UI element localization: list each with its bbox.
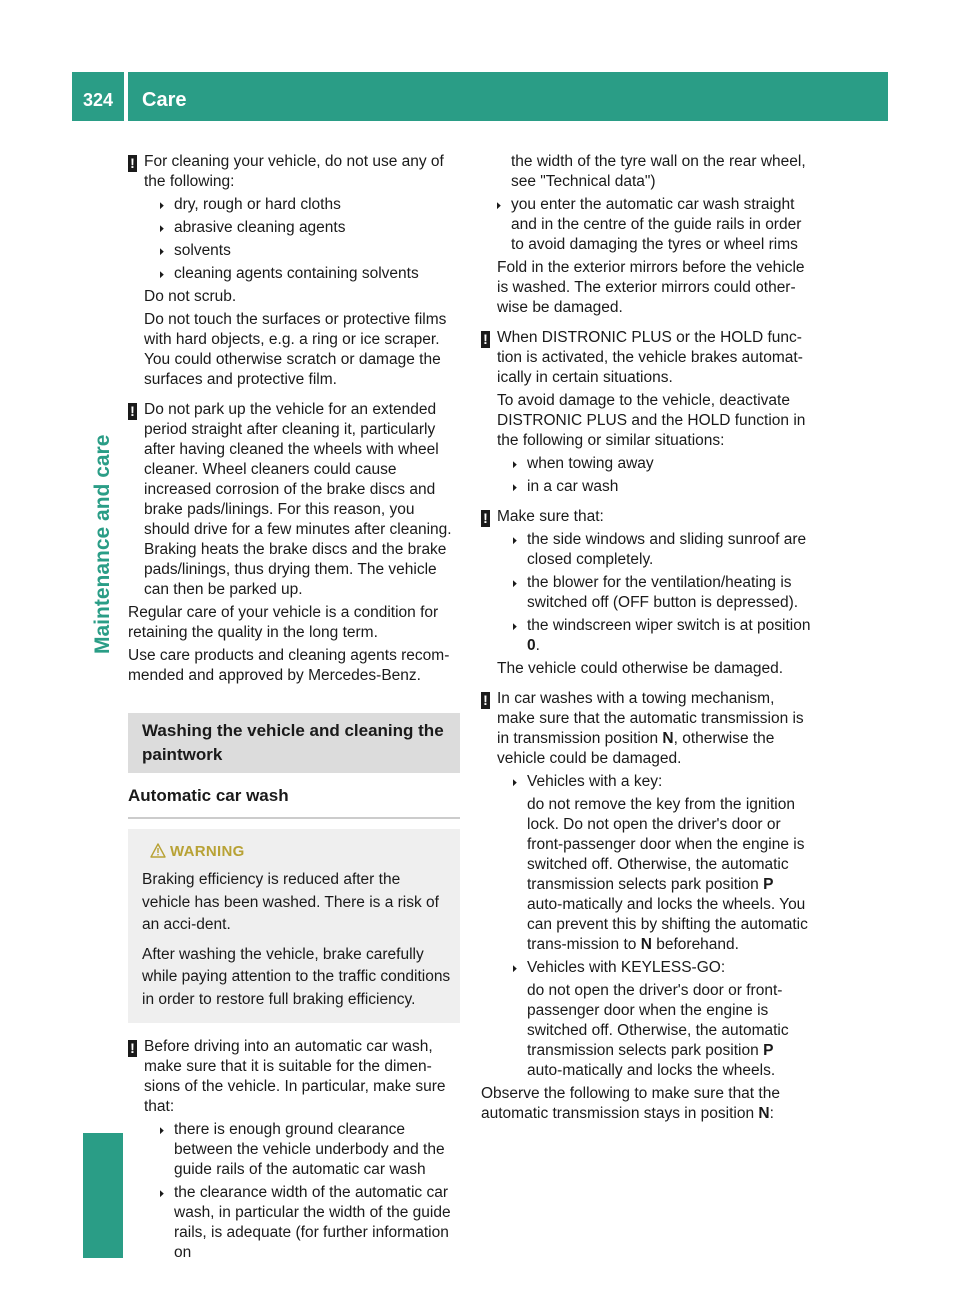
list-item-text: the windscreen wiper switch is at position	[527, 617, 811, 634]
header-divider	[124, 72, 128, 121]
warning-text: After washing the vehicle, brake carefully while paying attention to the traffic conditions in order to restore full braking efficiency.	[142, 945, 451, 1008]
caution-icon: !	[481, 692, 490, 709]
note-text: , otherwise the vehicle could be damaged.	[497, 730, 775, 767]
list-item-text: .	[535, 637, 540, 654]
note-text: In car washes with a towing mechanism, make sure that the automatic transmission is in transmission position	[497, 690, 804, 747]
note-cleaning	[128, 152, 460, 390]
warning-text: Braking efficiency is reduced after the vehicle has been washed. There is a risk of an acci-dent.	[142, 871, 439, 933]
warning-title-row	[142, 841, 452, 862]
page-header	[72, 72, 888, 121]
list-item: ▶ Vehicles with KEYLESS-GO:	[513, 958, 813, 978]
list-detail-text: auto-matically and locks the wheels.	[527, 1062, 776, 1079]
position-value: P	[763, 876, 774, 893]
list-item: ▶ solvents	[160, 241, 460, 261]
list-item: ▶ the side windows and sliding sunroof are closed completely.	[513, 530, 813, 570]
body-paragraph: Fold in the exterior mirrors before the vehicle is washed. The exterior mirrors could other-wise be damaged.	[497, 259, 805, 316]
warning-title: WARNING	[170, 843, 245, 860]
list-item: ▶ there is enough ground clearance between the vehicle underbody and the guide rails of the automatic car wash	[160, 1120, 460, 1180]
body-paragraph	[481, 1084, 813, 1124]
warning-box	[128, 829, 460, 1023]
note-text: Do not touch the surfaces or protective films with hard objects, e.g. a ring or ice scraper. You could otherwise scratch or damage the surfaces and protective film.	[144, 311, 447, 388]
note-make-sure	[481, 507, 813, 679]
caution-icon: !	[128, 1040, 137, 1057]
list-detail-text: beforehand.	[656, 936, 739, 953]
list-item: ▶ you enter the automatic car wash straight and in the centre of the guide rails in order to avoid damaging the tyres or wheel rims	[497, 195, 813, 255]
section-heading: Washing the vehicle and cleaning the paintwork	[128, 713, 460, 773]
note-towing-mechanism	[481, 689, 813, 1081]
continued-text: the width of the tyre wall on the rear wheel, see "Technical data")	[511, 153, 806, 190]
list-item: ▶ cleaning agents containing solvents	[160, 264, 460, 284]
left-column	[128, 152, 460, 1263]
note-text: For cleaning your vehicle, do not use any of the following:	[144, 153, 444, 190]
caution-icon: !	[481, 510, 490, 527]
body-paragraph: Use care products and cleaning agents recom-mended and approved by Mercedes-Benz.	[128, 647, 450, 684]
note-text: Do not scrub.	[144, 288, 237, 305]
subsection-heading: Automatic car wash	[128, 785, 460, 819]
list-item: ▶ the blower for the ventilation/heating is switched off (OFF button is depressed).	[513, 573, 813, 613]
caution-icon: !	[481, 331, 490, 348]
list-item: ▶ dry, rough or hard cloths	[160, 195, 460, 215]
note-text: Make sure that:	[497, 508, 604, 525]
note-text: Do not park up the vehicle for an extended period straight after cleaning it, particularly after having cleaned the wheels with wheel cleaner. Wheel cleaners could cause increased corrosion of the brake discs and brake pads/linings. For this reason, you should drive for a few minutes after cleaning. Braking heats the brake discs and the brake pads/linings, thus drying them. The vehicle can then be parked up.	[144, 401, 452, 598]
position-value: 0	[527, 637, 536, 654]
list-item: ▶ Vehicles with a key:	[513, 772, 813, 792]
note-text: Before driving into an automatic car wash, make sure that it is suitable for the dimen-sions of the vehicle. In particular, make sure that:	[144, 1038, 446, 1115]
list-detail-text: do not open the driver's door or front-passenger door when the engine is switched off. Otherwise, the automatic transmission selects park position	[527, 982, 789, 1059]
position-value: N	[758, 1105, 770, 1122]
chapter-title: Care	[142, 89, 187, 111]
note-text: When DISTRONIC PLUS or the HOLD func-tion is activated, the vehicle brakes automat-ically in certain situations.	[497, 329, 803, 386]
list-item: ▶ when towing away	[513, 454, 813, 474]
caution-icon: !	[128, 403, 137, 420]
side-chapter-label: Maintenance and care	[91, 434, 114, 654]
note-distronic	[481, 328, 813, 497]
warning-triangle-icon	[150, 843, 166, 858]
list-item: ▶ the clearance width of the automatic car wash, in particular the width of the guide rails, is adequate (for further information on	[160, 1183, 460, 1263]
caution-icon: !	[128, 155, 137, 172]
side-color-block	[83, 1133, 123, 1258]
note-parking	[128, 400, 460, 600]
list-detail-text: do not remove the key from the ignition lock. Do not open the driver's door or front-passenger door when the engine is switched off. Otherwise, the automatic transmission selects park position	[527, 796, 805, 893]
list-item	[513, 616, 813, 656]
list-detail	[527, 981, 813, 1081]
list-detail	[527, 795, 813, 955]
list-item: ▶ in a car wash	[513, 477, 813, 497]
page-number: 324	[82, 90, 114, 110]
list-item: ▶ abrasive cleaning agents	[160, 218, 460, 238]
body-text: :	[769, 1105, 774, 1122]
position-value: N	[640, 936, 652, 953]
position-value: P	[763, 1042, 774, 1059]
side-chapter-tab	[83, 384, 123, 654]
body-paragraph: Regular care of your vehicle is a condition for retaining the quality in the long term.	[128, 604, 439, 641]
note-text: The vehicle could otherwise be damaged.	[497, 660, 784, 677]
list-detail-text: auto-matically and locks the wheels. You can prevent this by shifting the automatic trans-mission to	[527, 896, 808, 953]
note-car-wash	[128, 1037, 460, 1263]
body-text: Observe the following to make sure that the automatic transmission stays in position	[481, 1085, 780, 1122]
right-column	[481, 152, 813, 1124]
note-text: To avoid damage to the vehicle, deactivate DISTRONIC PLUS and the HOLD function in the following or similar situations:	[497, 392, 806, 449]
position-value: N	[662, 730, 674, 747]
